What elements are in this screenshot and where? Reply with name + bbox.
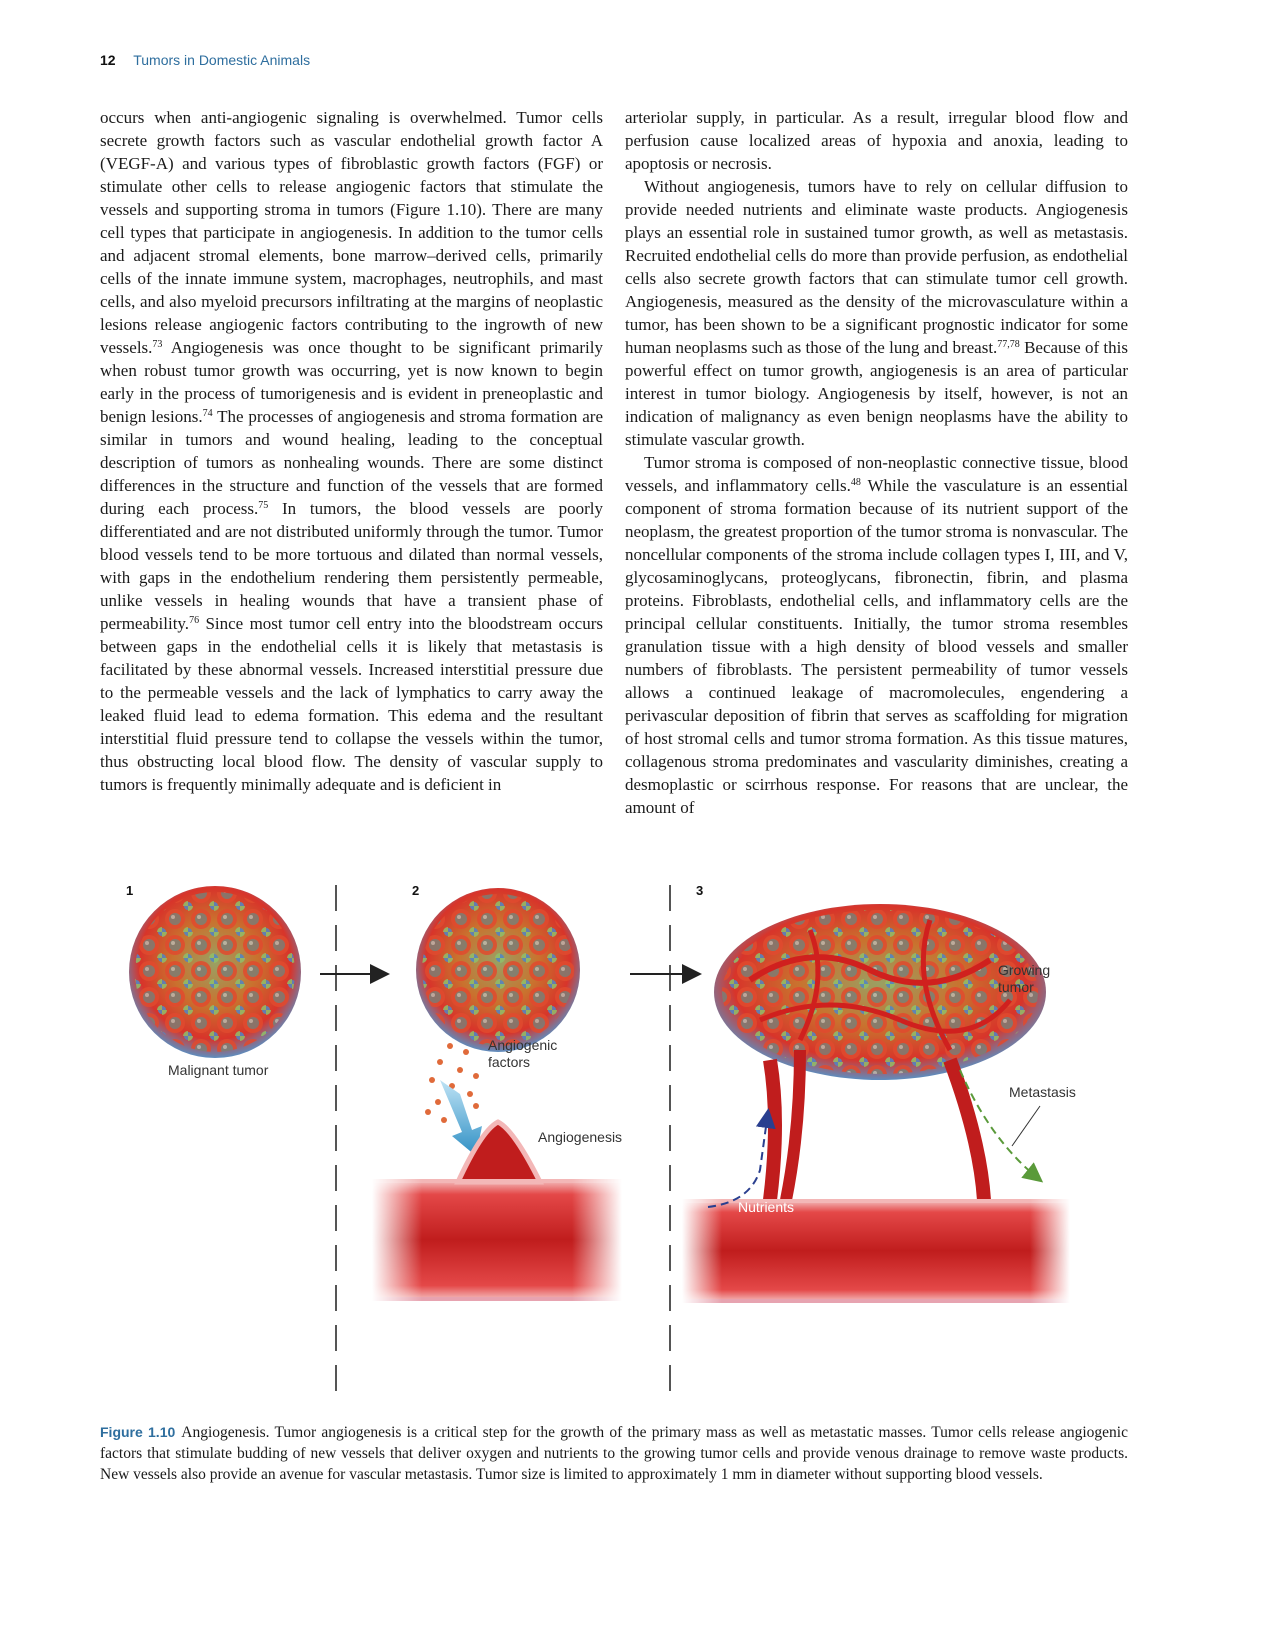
citation-73: 73 — [152, 339, 163, 350]
right-paragraph-1: arteriolar supply, in particular. As a result, irregular blood flow and perfusion cause localized areas of hypoxia and anoxia, leading to apoptosis or necrosis. — [625, 108, 1128, 173]
right-paragraph-2: Without angiogenesis, tumors have to rely on cellular diffusion to provide needed nutrients and eliminate waste products. Angiogenesis plays an essential role in sustained tumor growth, as well as metastasis. Recruited endothelial cells do more than provide perfusion, as endothelial cells also secrete growth factors that can stimulate tumor cell growth. Angiogenesis, measured as the density of the microvasculature within a tumor, has been shown to be a significant prognostic indicator for some human neoplasms such as those of the lung and breast.$^{77,78}$ Because of this powerful effect on tumor growth, angiogenesis is an area of particular interest in tumor biology. Angiogenesis by itself, however, is not an indication of malignancy as even benign neoplasms have the ability to stimulate vascular growth. — [625, 177, 1128, 449]
citation-75: 75 — [258, 500, 269, 511]
angiogenic-factor-dots — [425, 1043, 479, 1127]
citation-77-78: 77,78 — [997, 339, 1020, 350]
angiogenesis-figure — [110, 880, 1130, 1410]
metastasis-leader — [1012, 1106, 1040, 1146]
figure-label: Figure 1.10 — [100, 1424, 176, 1440]
panel-number-1: 1 — [126, 883, 134, 898]
label-metastasis: Metastasis — [1009, 1084, 1076, 1100]
caption-text: Angiogenesis. Tumor angiogenesis is a critical step for the growth of the primary mass as well as metastatic masses. Tumor cells release angiogenic factors that stimulate budding of new vessels that deliver oxygen and nutrients to the growing tumor cells and provide venous drainage to remove waste products. New vessels also provide an avenue for vascular metastasis. Tumor size is limited to approximately 1 mm in diameter without supporting blood vessels. — [100, 1424, 1128, 1483]
citation-76: 76 — [189, 615, 200, 626]
figure-caption — [100, 1422, 1128, 1485]
citation-48: 48 — [850, 477, 861, 488]
right-column — [625, 106, 1128, 819]
label-growing: Growing — [998, 962, 1051, 978]
tumor-cluster-2 — [416, 888, 580, 1052]
right-paragraph-3: Tumor stroma is composed of non-neoplastic connective tissue, blood vessels, and inflammatory cells.$^{48}$ While the vasculature is an essential component of stroma formation because of its nutrient support of the neoplasm, the greatest proportion of the tumor stroma is nonvascular. The noncellular components of the stroma include collagen types I, III, and V, glycosaminoglycans, proteoglycans, fibronectin, fibrin, and plasma proteins. Fibroblasts, endothelial cells, and inflammatory cells are the principal cellular constituents. Initially, the tumor stroma resembles granulation tissue with a high density of blood vessels and smaller numbers of fibroblasts. The persistent permeability of tumor vessels allows a continued leakage of macromolecules, engendering a perivascular deposition of fibrin that serves as scaffolding for migration of host stromal cells and tumor stroma formation. As this tissue matures, collagenous stroma predominates and vascularity diminishes, creating a desmoplastic or scirrhous response. For reasons that are unclear, the amount of — [625, 453, 1129, 817]
left-column — [100, 106, 603, 796]
left-paragraph-1: occurs when anti-angiogenic signaling is overwhelmed. Tumor cells secrete growth factors such as vascular endothelial growth factor A (VEGF-A) and various types of fibroblastic growth factors (FGF) or stimulate other cells to release angiogenic factors that stimulate the vessels and supporting stroma in tumors (Figure 1.10). There are many cell types that participate in angiogenesis. In addition to the tumor cells and adjacent stromal elements, bone marrow–derived cells, primarily cells of the innate immune system, macrophages, neutrophils, and mast cells, and also myeloid precursors infiltrating at the margins of neoplastic lesions release angiogenic factors contributing to the ingrowth of new vessels.$^{73}$ Angiogenesis was once thought to be significant primarily when robust tumor growth was occurring, yet is now known to begin early in the process of tumorigenesis and is evident in preneoplastic and benign lesions.$^{74}$ The processes of angiogenesis and stroma formation are similar in tumors and wound healing, leading to the conceptual description of tumors as nonhealing wounds. There are some distinct differences in the structure and function of the vessels that are formed during each process.$^{75}$ In tumors, the blood vessels are poorly differentiated and are not distributed uniformly through the tumor. Tumor blood vessels tend to be more tortuous and dilated than normal vessels, with gaps in the endothelium rendering them persistently permeable, unlike vessels in healing wounds that have a transient phase of permeability.$^{76}$ Since most tumor cell entry into the bloodstream occurs between gaps in the endothelial cells it is likely that metastasis is facilitated by these abnormal vessels. Increased interstitial pressure due to the permeable vessels and the lack of lymphatics to carry away the leaked fluid lead to edema formation. This edema and the resultant interstitial fluid pressure tend to collapse the vessels within the tumor, thus obstructing local blood flow. The density of vascular supply to tumors is frequently minimally adequate and is deficient in — [100, 108, 603, 794]
nutrients-arrow — [708, 1112, 768, 1207]
panel-number-2: 2 — [412, 883, 420, 898]
blood-vessel-2 — [372, 1122, 622, 1304]
book-title: Tumors in Domestic Animals — [133, 52, 311, 68]
label-tumor: tumor — [998, 979, 1034, 995]
label-factors: factors — [488, 1054, 531, 1070]
running-head — [100, 52, 310, 68]
growing-tumor-mass — [714, 904, 1046, 1080]
label-nutrients: Nutrients — [738, 1199, 795, 1215]
page-number: 12 — [100, 52, 116, 68]
citation-74: 74 — [202, 408, 213, 419]
malignant-tumor-cluster — [129, 886, 301, 1058]
label-angiogenic: Angiogenic — [488, 1037, 558, 1053]
figure-illustration — [110, 880, 1130, 1410]
label-angiogenesis: Angiogenesis — [538, 1129, 623, 1145]
panel-number-3: 3 — [696, 883, 704, 898]
label-malignant-tumor: Malignant tumor — [168, 1062, 269, 1078]
